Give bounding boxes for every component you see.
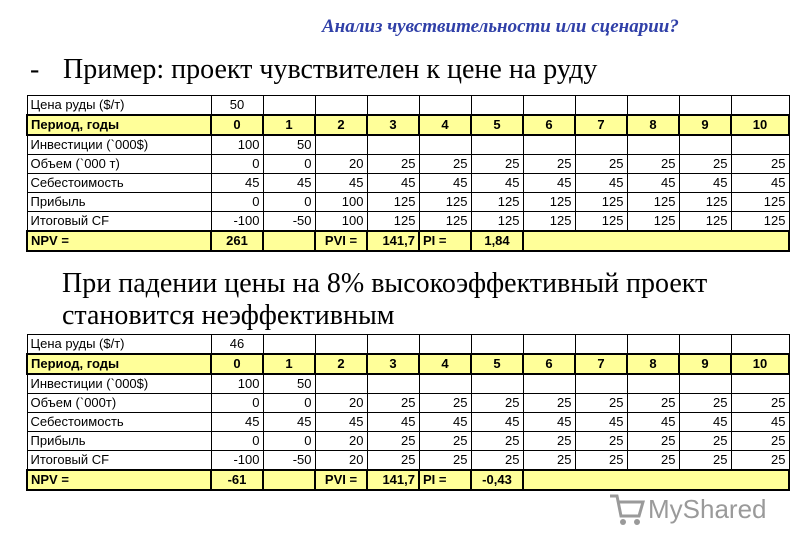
value-cell xyxy=(523,374,575,394)
value-cell: 25 xyxy=(523,451,575,471)
value-cell: -50 xyxy=(263,212,315,232)
value-cell: 125 xyxy=(523,193,575,212)
value-cell: 0 xyxy=(263,394,315,413)
value-cell: 45 xyxy=(627,174,679,193)
value-cell: 125 xyxy=(367,212,419,232)
table-row xyxy=(27,394,789,413)
value-cell: 125 xyxy=(575,193,627,212)
empty-cell xyxy=(263,231,315,251)
empty-cell xyxy=(731,96,789,116)
value-cell: 100 xyxy=(211,135,263,155)
value-cell: 25 xyxy=(575,394,627,413)
value-cell: 25 xyxy=(679,394,731,413)
spreadsheet-table-1 xyxy=(26,95,790,252)
value-cell: 25 xyxy=(523,432,575,451)
value-cell: 25 xyxy=(367,451,419,471)
shopping-cart-icon xyxy=(608,492,646,528)
value-cell: 125 xyxy=(471,212,523,232)
watermark-logo xyxy=(608,490,768,530)
period-cell: 2 xyxy=(315,115,367,135)
value-cell: 25 xyxy=(679,155,731,174)
value-cell: 45 xyxy=(523,413,575,432)
period-cell: 6 xyxy=(523,354,575,374)
table-row xyxy=(27,193,789,212)
summary-row xyxy=(27,470,789,490)
value-cell: 45 xyxy=(263,413,315,432)
value-cell: 20 xyxy=(315,394,367,413)
period-cell: 1 xyxy=(263,115,315,135)
value-cell: 45 xyxy=(679,413,731,432)
value-cell: 100 xyxy=(315,193,367,212)
period-row xyxy=(27,115,789,135)
period-cell: 10 xyxy=(731,354,789,374)
value-cell: 45 xyxy=(419,413,471,432)
value-cell: 45 xyxy=(419,174,471,193)
value-cell: 20 xyxy=(315,155,367,174)
table-row xyxy=(27,451,789,471)
value-cell: 100 xyxy=(211,374,263,394)
value-cell xyxy=(627,135,679,155)
period-cell: 0 xyxy=(211,115,263,135)
value-cell xyxy=(679,374,731,394)
value-cell: -100 xyxy=(211,212,263,232)
value-cell: 25 xyxy=(471,155,523,174)
row-label: Прибыль xyxy=(27,432,211,451)
value-cell: 45 xyxy=(471,174,523,193)
table-row xyxy=(27,432,789,451)
value-cell: 25 xyxy=(471,451,523,471)
table-row xyxy=(27,374,789,394)
value-cell: 45 xyxy=(731,174,789,193)
period-cell: 5 xyxy=(471,115,523,135)
value-cell: 45 xyxy=(523,174,575,193)
period-cell: 3 xyxy=(367,115,419,135)
period-cell: 4 xyxy=(419,115,471,135)
value-cell: 125 xyxy=(627,193,679,212)
value-cell: 45 xyxy=(679,174,731,193)
intro-line xyxy=(30,54,597,86)
value-cell: 125 xyxy=(471,193,523,212)
value-cell: 25 xyxy=(419,432,471,451)
period-label: Период, годы xyxy=(27,115,211,135)
pvi-value: 141,7 xyxy=(367,231,419,251)
value-cell: 25 xyxy=(731,432,789,451)
value-cell xyxy=(471,374,523,394)
value-cell xyxy=(731,374,789,394)
empty-cell xyxy=(575,96,627,116)
value-cell: 125 xyxy=(367,193,419,212)
value-cell: 45 xyxy=(367,413,419,432)
value-cell: 45 xyxy=(575,413,627,432)
period-cell: 9 xyxy=(679,115,731,135)
value-cell: 25 xyxy=(419,451,471,471)
pi-label: PI = xyxy=(419,231,471,251)
value-cell xyxy=(575,374,627,394)
row-label: Объем (`000т) xyxy=(27,394,211,413)
pvi-label: PVI = xyxy=(315,231,367,251)
value-cell xyxy=(679,135,731,155)
empty-cell xyxy=(523,335,575,355)
value-cell: 25 xyxy=(731,451,789,471)
row-label: Итоговый CF xyxy=(27,451,211,471)
value-cell: 25 xyxy=(367,432,419,451)
empty-cell xyxy=(367,335,419,355)
value-cell: 25 xyxy=(679,451,731,471)
row-label: Прибыль xyxy=(27,193,211,212)
value-cell: 125 xyxy=(419,212,471,232)
value-cell: 0 xyxy=(211,193,263,212)
value-cell: 25 xyxy=(575,155,627,174)
empty-cell xyxy=(419,335,471,355)
period-cell: 7 xyxy=(575,354,627,374)
period-cell: 4 xyxy=(419,354,471,374)
value-cell: 0 xyxy=(263,155,315,174)
value-cell: 125 xyxy=(575,212,627,232)
value-cell: 45 xyxy=(367,174,419,193)
period-cell: 2 xyxy=(315,354,367,374)
pvi-value: 141,7 xyxy=(367,470,419,490)
value-cell: 25 xyxy=(419,155,471,174)
value-cell: 100 xyxy=(315,212,367,232)
table-row xyxy=(27,135,789,155)
value-cell: 45 xyxy=(315,174,367,193)
value-cell: 0 xyxy=(263,193,315,212)
period-cell: 5 xyxy=(471,354,523,374)
value-cell: -100 xyxy=(211,451,263,471)
row-label: Инвестиции (`000$) xyxy=(27,374,211,394)
npv-value: 261 xyxy=(211,231,263,251)
period-cell: 3 xyxy=(367,354,419,374)
row-label: Инвестиции (`000$) xyxy=(27,135,211,155)
empty-cell xyxy=(263,96,315,116)
period-cell: 8 xyxy=(627,354,679,374)
empty-cell xyxy=(731,335,789,355)
slide-title: Анализ чувствительности или сценарии? xyxy=(322,16,679,37)
value-cell: 25 xyxy=(679,432,731,451)
table-row xyxy=(27,413,789,432)
value-cell: 125 xyxy=(731,193,789,212)
value-cell: 0 xyxy=(211,394,263,413)
value-cell: 45 xyxy=(731,413,789,432)
period-cell: 6 xyxy=(523,115,575,135)
row-label: Итоговый CF xyxy=(27,212,211,232)
value-cell: 45 xyxy=(575,174,627,193)
value-cell xyxy=(419,135,471,155)
paragraph-text: При падении цены на 8% высокоэффективный проект становится неэффективным xyxy=(62,268,708,331)
table-row xyxy=(27,212,789,232)
value-cell: 25 xyxy=(575,432,627,451)
npv-value: -61 xyxy=(211,470,263,490)
value-cell: 25 xyxy=(471,432,523,451)
value-cell xyxy=(419,374,471,394)
empty-cell xyxy=(679,96,731,116)
empty-cell xyxy=(419,96,471,116)
period-cell: 8 xyxy=(627,115,679,135)
value-cell: 25 xyxy=(731,155,789,174)
value-cell: 25 xyxy=(627,155,679,174)
period-cell: 0 xyxy=(211,354,263,374)
value-cell: 45 xyxy=(471,413,523,432)
period-cell: 10 xyxy=(731,115,789,135)
pi-value: -0,43 xyxy=(471,470,523,490)
price-label: Цена руды ($/т) xyxy=(27,96,211,116)
value-cell: 25 xyxy=(627,432,679,451)
empty-cell xyxy=(315,335,367,355)
price-row xyxy=(27,96,789,116)
value-cell: 0 xyxy=(211,432,263,451)
empty-cell xyxy=(263,335,315,355)
pi-value: 1,84 xyxy=(471,231,523,251)
value-cell: 20 xyxy=(315,432,367,451)
value-cell: 125 xyxy=(731,212,789,232)
empty-cell xyxy=(575,335,627,355)
value-cell: 50 xyxy=(263,135,315,155)
table-row xyxy=(27,155,789,174)
empty-cell xyxy=(627,96,679,116)
value-cell xyxy=(471,135,523,155)
period-cell: 1 xyxy=(263,354,315,374)
value-cell xyxy=(367,135,419,155)
value-cell: 45 xyxy=(315,413,367,432)
value-cell: 0 xyxy=(211,155,263,174)
value-cell: 25 xyxy=(471,394,523,413)
spreadsheet-table-2 xyxy=(26,334,790,491)
value-cell xyxy=(731,135,789,155)
period-cell: 9 xyxy=(679,354,731,374)
value-cell: 45 xyxy=(263,174,315,193)
table-row xyxy=(27,174,789,193)
empty-cell xyxy=(263,470,315,490)
value-cell: 125 xyxy=(679,193,731,212)
summary-row xyxy=(27,231,789,251)
value-cell: 0 xyxy=(263,432,315,451)
row-label: Объем (`000 т) xyxy=(27,155,211,174)
empty-cell xyxy=(367,96,419,116)
empty-cell xyxy=(315,96,367,116)
value-cell: 25 xyxy=(523,155,575,174)
summary-filler xyxy=(523,231,789,251)
empty-cell xyxy=(679,335,731,355)
bullet-dash: - xyxy=(30,54,40,85)
value-cell xyxy=(315,135,367,155)
period-label: Период, годы xyxy=(27,354,211,374)
value-cell xyxy=(315,374,367,394)
value-cell: 25 xyxy=(523,394,575,413)
price-label: Цена руды ($/т) xyxy=(27,335,211,355)
value-cell: 25 xyxy=(419,394,471,413)
value-cell: 25 xyxy=(367,394,419,413)
empty-cell xyxy=(471,96,523,116)
period-cell: 7 xyxy=(575,115,627,135)
price-value: 46 xyxy=(211,335,263,355)
pi-label: PI = xyxy=(419,470,471,490)
value-cell: 125 xyxy=(419,193,471,212)
value-cell: 25 xyxy=(731,394,789,413)
row-label: Себестоимость xyxy=(27,174,211,193)
npv-label: NPV = xyxy=(27,470,211,490)
empty-cell xyxy=(627,335,679,355)
value-cell xyxy=(575,135,627,155)
value-cell: 25 xyxy=(627,394,679,413)
empty-cell xyxy=(471,335,523,355)
price-value: 50 xyxy=(211,96,263,116)
pvi-label: PVI = xyxy=(315,470,367,490)
value-cell: 125 xyxy=(627,212,679,232)
watermark-text: MyShared xyxy=(648,494,767,524)
value-cell: 125 xyxy=(679,212,731,232)
value-cell: 25 xyxy=(367,155,419,174)
empty-cell xyxy=(523,96,575,116)
value-cell xyxy=(523,135,575,155)
summary-filler xyxy=(523,470,789,490)
intro-text: Пример: проект чувствителен к цене на руду xyxy=(63,54,598,85)
price-row xyxy=(27,335,789,355)
value-cell xyxy=(367,374,419,394)
value-cell: -50 xyxy=(263,451,315,471)
npv-label: NPV = xyxy=(27,231,211,251)
value-cell xyxy=(627,374,679,394)
value-cell: 20 xyxy=(315,451,367,471)
value-cell: 125 xyxy=(523,212,575,232)
value-cell: 25 xyxy=(627,451,679,471)
value-cell: 25 xyxy=(575,451,627,471)
value-cell: 45 xyxy=(211,413,263,432)
value-cell: 45 xyxy=(627,413,679,432)
row-label: Себестоимость xyxy=(27,413,211,432)
value-cell: 45 xyxy=(211,174,263,193)
value-cell: 50 xyxy=(263,374,315,394)
period-row xyxy=(27,354,789,374)
